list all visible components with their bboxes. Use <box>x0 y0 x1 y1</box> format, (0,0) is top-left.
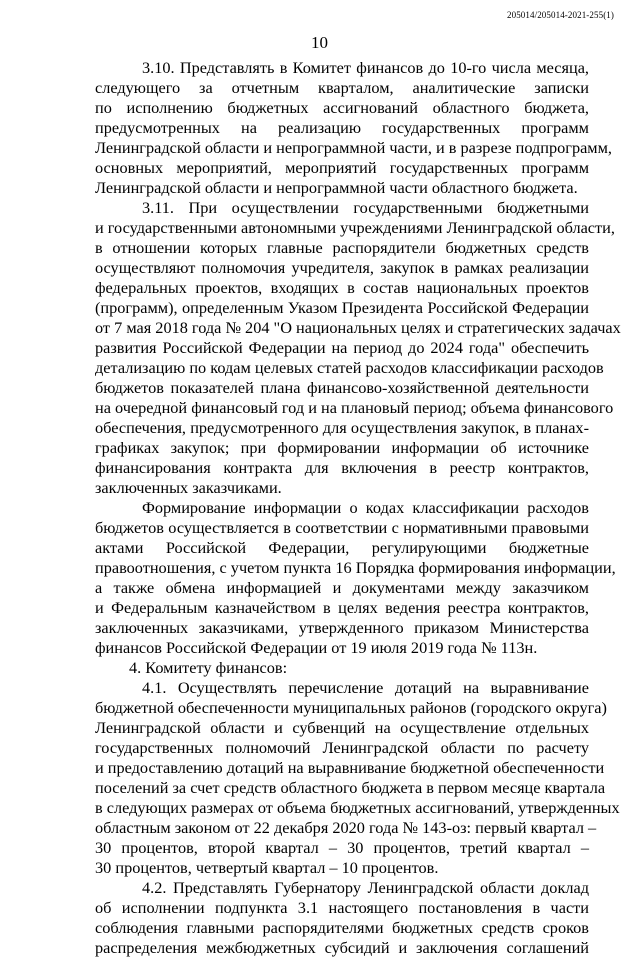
text-line: федеральных проектов, входящих в состав национальных проектов <box>95 278 589 297</box>
text-line: осуществляют полномочия учредителя, закупок в рамках реализации <box>95 258 589 277</box>
text-line: и Федеральным казначейством в целях ведения реестра контрактов, <box>95 598 589 617</box>
text-line: поселений за счет средств областного бюджета в первом месяце квартала <box>95 778 606 797</box>
text-line: 4. Комитету финансов: <box>129 658 288 677</box>
paragraph-p-3-10 <box>95 58 612 198</box>
document-body <box>95 58 621 958</box>
text-line: 3.11. При осуществлении государственными бюджетными <box>142 198 589 217</box>
text-line: обеспечения, предусмотренного для осуществления закупок, в планах- <box>95 418 589 437</box>
text-line: 4.1. Осуществлять перечисление дотаций на выравнивание <box>142 678 589 697</box>
text-line: государственных полномочий Ленинградской области по расчету <box>95 738 589 757</box>
text-line: Формирование информации о кодах классификации расходов <box>142 498 589 517</box>
paragraph-p-4-2 <box>95 878 589 958</box>
paragraph-p-4-1 <box>95 678 620 878</box>
text-line: Ленинградской области и непрограммной части, и в разрезе подпрограмм, <box>95 138 612 157</box>
text-line: 30 процентов, второй квартал – 30 процентов, третий квартал – <box>95 838 589 857</box>
text-line: бюджетов осуществляется в соответствии с нормативными правовыми <box>95 518 589 537</box>
text-line: развития Российской Федерации на период до 2024 года" обеспечить <box>95 338 589 357</box>
text-line: правоотношения, с учетом пункта 16 Порядка формирования информации, <box>95 558 616 577</box>
text-line: детализацию по кодам целевых статей расходов классификации расходов <box>95 358 604 377</box>
document-id: 205014/205014-2021-255(1) <box>507 10 614 20</box>
text-line: заключенных заказчиками. <box>95 478 282 497</box>
text-line: бюджетной обеспеченности муниципальных районов (городского округа) <box>95 698 607 717</box>
text-line: и государственными автономными учреждениями Ленинградской области, <box>95 218 615 237</box>
text-line: а также обмена информацией и документами между заказчиком <box>95 578 589 597</box>
text-line: 4.2. Представлять Губернатору Ленинградской области доклад <box>142 878 589 897</box>
text-line: графиках закупок; при формировании информации об источнике <box>95 438 589 457</box>
text-line: 3.10. Представлять в Комитет финансов до 10-го числа месяца, <box>142 58 589 77</box>
text-line: следующего за отчетным кварталом, аналитические записки <box>95 78 589 97</box>
text-line: актами Российской Федерации, регулирующими бюджетные <box>95 538 589 557</box>
text-line: в следующих размерах от объема бюджетных ассигнований, утвержденных <box>95 798 620 817</box>
text-line: финансов Российской Федерации от 19 июля 2019 года № 113н. <box>95 638 538 657</box>
text-line: об исполнении подпункта 3.1 настоящего постановления в части <box>95 898 589 917</box>
text-line: 30 процентов, четвертый квартал – 10 процентов. <box>95 858 439 877</box>
text-line: заключенных заказчиками, утвержденного приказом Министерства <box>95 618 589 637</box>
page-number: 10 <box>311 33 328 52</box>
text-line: Ленинградской области и непрограммной части областного бюджета. <box>95 178 578 197</box>
text-line: областным законом от 22 декабря 2020 года № 143-оз: первый квартал – <box>95 818 597 837</box>
text-line: соблюдения главными распорядителями бюджетных средств сроков <box>95 918 589 937</box>
text-line: на очередной финансовый год и на плановый период; объема финансового <box>95 398 614 417</box>
paragraph-p-4 <box>95 658 589 678</box>
text-line: в отношении которых главные распорядители бюджетных средств <box>95 238 589 257</box>
text-line: Ленинградской области и субвенций на осуществление отдельных <box>95 718 589 737</box>
paragraph-p-3-11 <box>95 198 621 498</box>
text-line: предусмотренных на реализацию государственных программ <box>95 118 589 137</box>
text-line: финансирования контракта для включения в реестр контрактов, <box>95 458 589 477</box>
text-line: от 7 мая 2018 года № 204 "О национальных целях и стратегических задачах <box>95 318 621 337</box>
text-line: и предоставлению дотаций на выравнивание бюджетной обеспеченности <box>95 758 605 777</box>
text-line: бюджетов показателей плана финансово-хозяйственной деятельности <box>95 378 589 397</box>
text-line: основных мероприятий, мероприятий государственных программ <box>95 158 589 177</box>
text-line: по исполнению бюджетных ассигнований областного бюджета, <box>95 98 589 117</box>
paragraph-p-formation <box>95 498 616 658</box>
text-line: распределения межбюджетных субсидий и заключения соглашений <box>95 938 589 957</box>
text-line: (программ), определенным Указом Президента Российской Федерации <box>95 298 589 317</box>
